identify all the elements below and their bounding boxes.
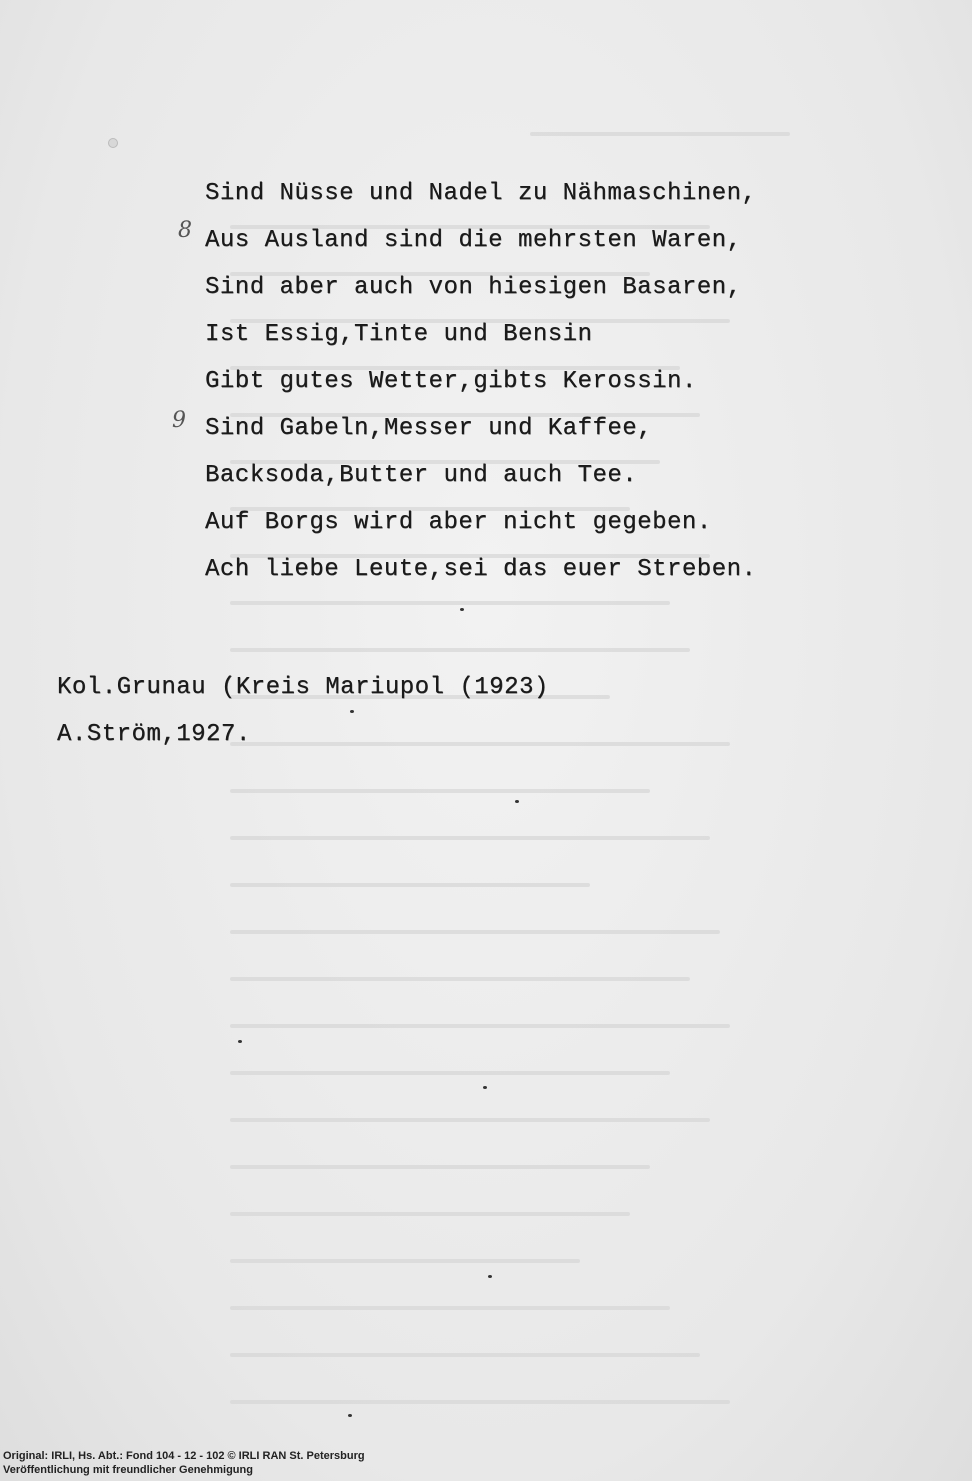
copyright-line: Veröffentlichung mit freundlicher Genehmigung [3,1464,253,1476]
poem-line: Sind aber auch von hiesigen Basaren, [205,274,742,301]
poem-line: Auf Borgs wird aber nicht gegeben. [205,509,712,536]
poem-line: Ist Essig,Tinte und Bensin [205,321,593,348]
margin-number-9: 9 [172,408,186,433]
poem-line: Backsoda,Butter und auch Tee. [205,462,638,489]
ink-speck [515,800,519,803]
margin-number-8: 8 [178,218,192,243]
copyright-line: Original: IRLI, Hs. Abt.: Fond 104 - 12 - 102 © IRLI RAN St. Petersburg [3,1450,365,1462]
ink-speck [460,608,464,611]
poem-text [205,170,845,593]
attribution [57,664,697,758]
copyright-notice [3,1449,365,1477]
poem-line: Sind Nüsse und Nadel zu Nähmaschinen, [205,180,757,207]
ink-speck [348,1414,352,1417]
author-line: A.Ström,1927. [57,721,251,748]
poem-line: Gibt gutes Wetter,gibts Kerossin. [205,368,697,395]
place-line: Kol.Grunau (Kreis Mariupol (1923) [57,674,549,701]
ink-speck [488,1275,492,1278]
poem-line: Ach liebe Leute,sei das euer Streben. [205,556,757,583]
poem-line: Sind Gabeln,Messer und Kaffee, [205,415,653,442]
punch-hole [108,138,118,148]
ink-speck [483,1086,487,1089]
ink-speck [238,1040,242,1043]
ink-speck [350,710,354,713]
poem-line: Aus Ausland sind die mehrsten Waren, [205,227,742,254]
